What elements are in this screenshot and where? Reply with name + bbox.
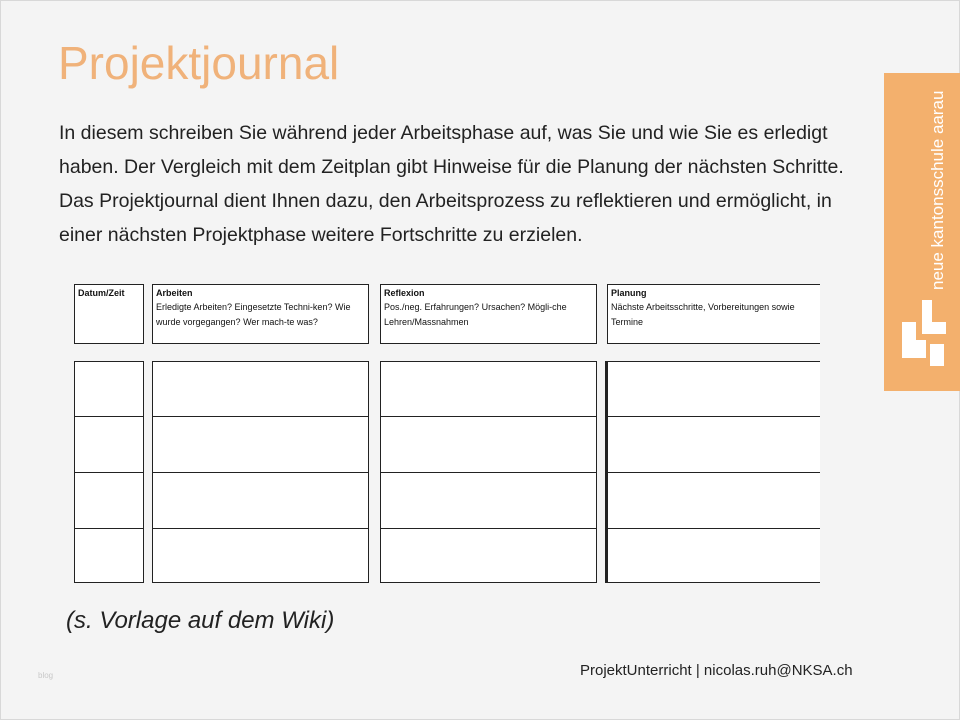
table-column-reflexion: [380, 361, 597, 583]
table-row-divider: [75, 472, 143, 473]
table-column-planung: [607, 361, 820, 583]
table-header-reflexion: [380, 284, 597, 344]
table-row-divider: [75, 416, 143, 417]
table-row-divider: [153, 528, 368, 529]
table-row-divider: [75, 528, 143, 529]
table-row-divider: [608, 416, 820, 417]
table-header-label: Reflexion: [384, 288, 425, 298]
table-column-datum: [74, 361, 144, 583]
watermark-mark: blog: [38, 671, 54, 680]
table-header-label: Arbeiten: [156, 288, 193, 298]
table-row-divider: [608, 528, 820, 529]
template-note: (s. Vorlage auf dem Wiki): [66, 607, 335, 634]
table-header-planung: [607, 284, 820, 344]
footer-text: ProjektUnterricht | nicolas.ruh@NKSA.ch: [580, 662, 853, 679]
table-row-divider: [153, 472, 368, 473]
table-header-description: Pos./neg. Erfahrungen? Ursachen? Mögli-che Lehren/Massnahmen: [384, 302, 567, 327]
table-row-divider: [153, 416, 368, 417]
table-row-divider: [381, 416, 596, 417]
table-row-divider: [608, 472, 820, 473]
table-column-arbeiten: [152, 361, 369, 583]
table-header-label: Planung: [611, 288, 647, 298]
brand-name: neue kantonsschule aarau: [928, 90, 947, 290]
slide-title: Projektjournal: [58, 37, 340, 89]
table-header-datum: [74, 284, 144, 344]
table-header-arbeiten: [152, 284, 369, 344]
table-row-divider: [381, 472, 596, 473]
table-row-divider: [381, 528, 596, 529]
table-header-label: Datum/Zeit: [78, 288, 125, 298]
slide-body-text: In diesem schreiben Sie während jeder Arbeitsphase auf, was Sie und wie Sie es erledigt haben. Der Vergleich mit dem Zeitplan gibt Hinweise für die Planung der nächsten Schritte. Das Projektjournal dient Ihnen dazu, den Arbeitsprozess zu reflektieren und ermöglicht, in einer nächsten Projektphase weitere Fortschritte zu erzielen.: [59, 122, 844, 246]
table-header-description: Erledigte Arbeiten? Eingesetzte Techni-ken? Wie wurde vorgegangen? Wer mach-te was?: [156, 302, 351, 327]
school-logo-icon: [902, 300, 946, 366]
table-header-description: Nächste Arbeitsschritte, Vorbereitungen sowie Termine: [611, 302, 795, 327]
